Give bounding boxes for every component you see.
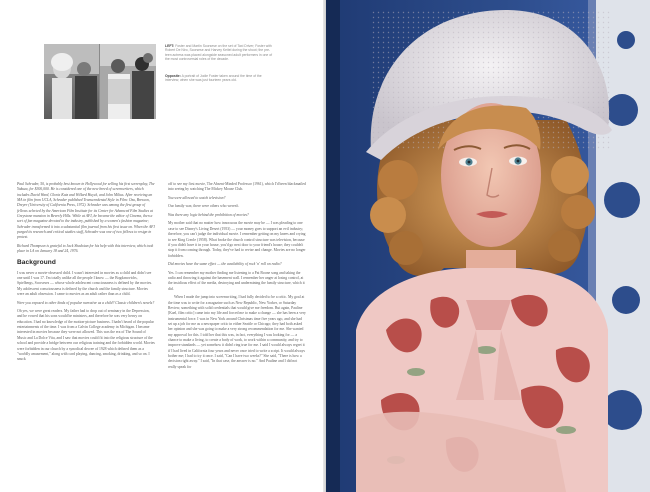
right-page-photo [326, 0, 650, 492]
caption-lead: LEFT: [165, 44, 175, 48]
body-paragraph: off to see my first movie, The Absent-Minded Professor (1961), which I'd been blackmailed into seeing by watching The Mickey Mouse Club. [168, 182, 306, 192]
interview-question: You were allowed to watch television? [168, 195, 226, 200]
photo-caption-opposite [165, 74, 275, 83]
interview-answer: Our family was; there were others who weren't. [168, 204, 240, 209]
section-heading: Background [17, 258, 56, 266]
intro-paragraph: Richard Thompson is grateful to Jack Shadoian for his help with this interview, which took place in LA on January 18 and 24, 1976. [17, 243, 154, 254]
body-paragraph: I was never a movie-obsessed child. I wasn't interested in movies as a child and didn't see one until I was 17. I'm totally unlike all the people I know — the Bogdanovichs, Spielbergs, Scorseses — whose whole adolescent consciousness is defined by the movies. My adolescent consciousness is defined by the church and the family structure. Movies were an adult obsession. I came to movies as an adult rather than as a child. [17, 270, 153, 297]
text-column-left [17, 182, 155, 482]
interview-question: Did movies have the same effect — the availability of rock 'n' roll on radio? [168, 262, 282, 267]
photo-caption-left [165, 44, 275, 61]
interview-answer: When I made the jump into screenwriting, I had fully decided to be a critic. My goal at the time was to write for a magazine such as New Republic, New Yorker, or Saturday Review, something with solid credentials that would give me freedom. But again, Pauline [Kael, film critic] came into my life and forced me to make a change — she has been a very instrumental force. I was in New York around Christmas time five years ago, and she had set up a job for me as a newspaper critic in either Seattle or Chicago; they had both asked her opinion and she was going to make a very strong recommendation for me. She wanted my approval for this. I told her that this was, in fact, everything I was looking for — a chance to make a living, to create a body of work, to work within a community, and try to improve standards — yet somehow it didn't ring true for me. I said I would always regret it if I had lived in California four years and never once tried to write a script. It would always bother me; I had to try it once. I said, "Can I have two weeks?" She said, "There is how a decision right away." I said, "In that case, the answer is no." And Pauline and I did not really speak for [168, 295, 306, 369]
interview-answer: Yes. I can remember my mother finding me listening to a Pat Boone song and taking the radio and throwing it against the basement wall. I remember her anger at losing control, at the insidious effect of the media, destroying and undermining the family structure, which it did. [168, 270, 305, 291]
interview-answer: My mother said that no matter how innocuous the movie may be — I was pleading to one case to see Disney's Living Desert (1953) — your money goes to support an evil industry; therefore, you can't judge the individual movie. I remember getting on my knees and crying to see King Creole (1958). What broke the church control structure was television, because if you didn't have it in your house, you'd go next door to your friend's house; they couldn't stop it from coming through. Today, they've had to revise and change. Movies are no longer forbidden. [168, 221, 306, 258]
caption-text: A portrait of Jodie Foster taken around the time of the interview, when she was just fourteen years old. [165, 74, 262, 83]
text-column-right [168, 182, 306, 482]
caption-lead: Opposite: [165, 74, 181, 78]
intro-paragraph: Paul Schrader, 50, is probably best known in Hollywood for selling his first screenplay, The Yakuza, for $300,000. He is considered one of the new breed of screenwriters, which includes David Ward, Gloria Katz and Willard Huyck, and John Milius. After receiving an MA in film from UCLA, Schrader published Transcendental Style in Film: Ozu, Bresson, Dreyer (University of California Press, 1972). Schrader was among the first group of fellows selected by the American Film Institute for its Center for Advanced Film Studies at Greystone mansion in Beverly Hills. While at AFI, he became the editor of Cinema, then a sort of fan magazine devoted to the industry, published by a women's fashion magazine; Schrader transformed it into a substantial film journal from his first issue on. When the AFI purged its research and critical studies staff, Schrader was one of two fellows to resign in protest. [17, 182, 155, 240]
black-and-white-photo-collage [44, 44, 156, 119]
interview-question: Were you exposed to other kinds of popular narrative as a child? Classic children's novels? [17, 300, 155, 305]
body-paragraph: Oh yes, we were great readers. My father had to drop out of seminary in the Depression, and he vowed that his sons would be ministers, and therefore he was very heavy on education. I had no knowledge of the motion-picture business. I hadn't heard of the popular entertainments of the time. I was from a Calvin College academy in Michigan. I became interested in movies because they were not allowed. This was the era of The Sound of Music and La Dolce Vita, and I saw that movies could fit into the religious structure of the school and provide a bridge between our religious training and the forbidden world. Movies were forbidden in our church by a synodical decree of 1928 which defined them as a "worldly amusement," along with card playing, dancing, smoking, drinking, and so on. I snuck [17, 309, 155, 362]
collage-illustration [44, 44, 156, 119]
portrait-photo [326, 0, 650, 492]
interview-question: Was there any logic behind the prohibition of movies? [168, 212, 249, 217]
caption-text: Foster and Martin Scorsese on the set of Taxi Driver; Foster with Robert De Niro, Scorsese and Harvey Keitel during the shoot; the pre-teen actress was placed alongside seasoned adult performers in one of the most controversial roles of the decade. [165, 44, 273, 61]
